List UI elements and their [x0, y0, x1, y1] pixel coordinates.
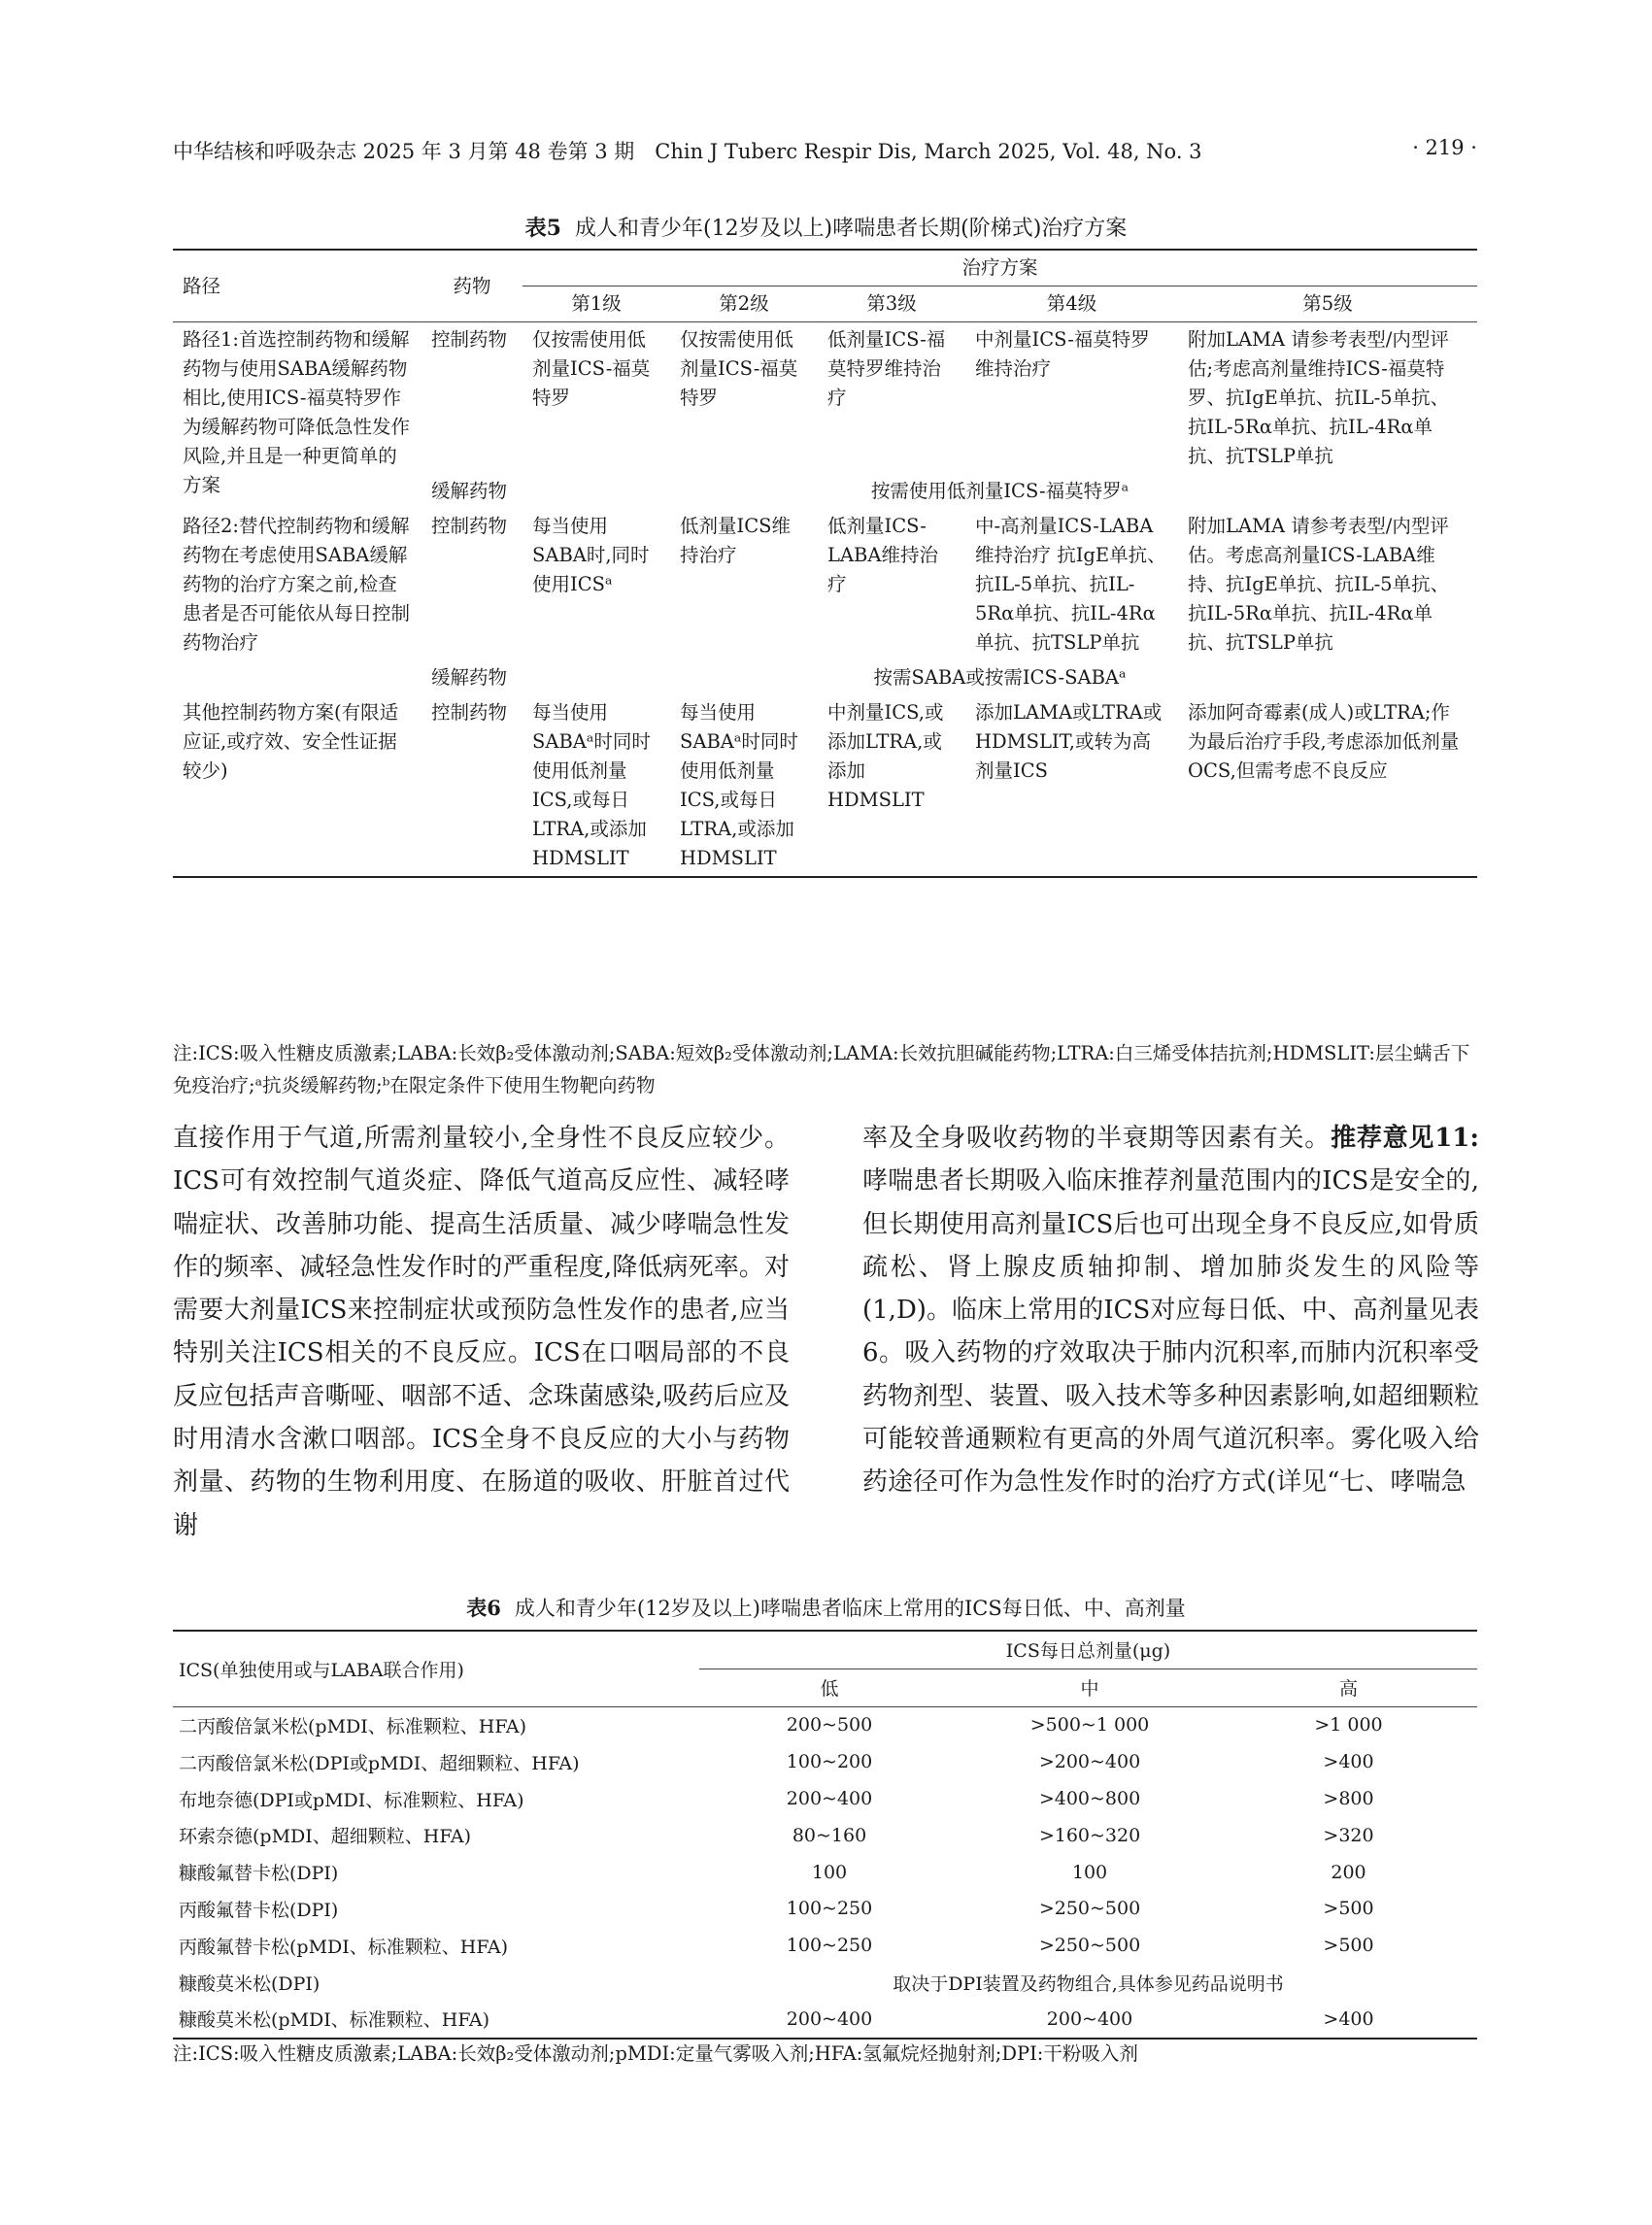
table6 [173, 1630, 1477, 2040]
table5-note: 注:ICS:吸入性糖皮质激素;LABA:长效β₂受体激动剂;SABA:短效β₂受体激动剂;LAMA:长效抗胆碱能药物;LTRA:白三烯受体拮抗剂;HDMSLIT:层尘螨舌下免疫治疗;ᵃ抗炎缓解药物;ᵇ在限定条件下使用生物靶向药物 [173, 1042, 1470, 1096]
dose-low: 80~160 [792, 1824, 867, 1846]
table-row [173, 509, 1477, 660]
table-row [173, 1927, 1477, 1964]
controller-label: 控制药物 [431, 515, 508, 537]
dose-low: 200~500 [786, 1714, 873, 1736]
dose-merged: 取决于DPI装置及药物组合,具体参见药品说明书 [893, 1972, 1284, 1995]
body-column-left: 直接作用于气道,所需剂量较小,全身性不良反应较少。ICS可有效控制气道炎症、降低气道高反应性、减轻哮喘症状、改善肺功能、提高生活质量、减少哮喘急性发作的频率、减轻急性发作时的严重程度,降低病死率。对需要大剂量ICS来控制症状或预防急性发作的患者,应当特别关注ICS相关的不良反应。ICS在口咽局部的不良反应包括声音嘶哑、咽部不适、念珠菌感染,吸药后应及时用清水含漱口咽部。ICS全身不良反应的大小与药物剂量、药物的生物利用度、在肠道的吸收、肝脏首过代谢 [173, 1124, 790, 1540]
table-row [173, 1706, 1477, 1743]
dose-high: >320 [1323, 1824, 1374, 1846]
journal-citation: 中华结核和呼吸杂志 2025 年 3 月第 48 卷第 3 期 Chin J Tuberc Respir Dis, March 2025, Vol. 48, No. 3 [173, 140, 1202, 163]
reliever-cell: 按需SABA或按需ICS-SABAᵃ [873, 666, 1127, 689]
drug-name: 二丙酸倍氯米松(pMDI、标准颗粒、HFA) [179, 1715, 527, 1737]
table-row [173, 1817, 1477, 1854]
step-cell: 每当使用SABAᵃ时同时使用低剂量ICS,或每日LTRA,或添加HDMSLIT [523, 695, 670, 877]
table-row [173, 1891, 1477, 1928]
drug-name: 环索奈德(pMDI、超细颗粒、HFA) [179, 1826, 472, 1848]
step-cell: 中剂量ICS-福莫特罗维持治疗 [975, 328, 1150, 380]
table5-label: 表5 [524, 216, 561, 241]
path3-cell: 其他控制药物方案(有限适应证,或疗效、安全性证据较少) [173, 695, 421, 877]
dose-low: 100~200 [786, 1751, 873, 1773]
step-cell: 低剂量ICS-LABA维持治疗 [827, 515, 938, 595]
col-header-high: 高 [1220, 1669, 1477, 1706]
drug-name: 糠酸莫米松(DPI) [179, 1972, 320, 1995]
reliever-label: 缓解药物 [431, 480, 508, 502]
dose-low: 100~250 [786, 1935, 873, 1957]
table5-title: 成人和青少年(12岁及以上)哮喘患者长期(阶梯式)治疗方案 [574, 217, 1128, 241]
step-cell: 附加LAMA 请参考表型/内型评估;考虑高剂量维持ICS-福莫特罗、抗IgE单抗、抗IL-5单抗、抗IL-5Rα单抗、抗IL-4Rα单抗、抗TSLP单抗 [1188, 328, 1450, 467]
table5 [173, 249, 1477, 878]
col-header-step4: 第4级 [965, 287, 1178, 322]
step-cell: 中-高剂量ICS-LABA维持治疗 抗IgE单抗、抗IL-5单抗、抗IL-5Rα单抗、抗IL-4Rα单抗、抗TSLP单抗 [975, 515, 1166, 654]
col-header-step5: 第5级 [1178, 287, 1477, 322]
col-header-path: 路径 [173, 250, 421, 322]
table6-note: 注:ICS:吸入性糖皮质激素;LABA:长效β₂受体激动剂;pMDI:定量气雾吸入剂;HFA:氢氟烷烃抛射剂;DPI:干粉吸入剂 [173, 2042, 1138, 2065]
table6-caption [0, 1593, 1652, 1622]
step-cell: 附加LAMA 请参考表型/内型评估。考虑高剂量ICS-LABA维持、抗IgE单抗、抗IL-5单抗、抗IL-5Rα单抗、抗IL-4Rα单抗、抗TSLP单抗 [1188, 515, 1450, 654]
col-header-ics: ICS(单独使用或与LABA联合作用) [173, 1631, 699, 1706]
drug-name: 二丙酸倍氯米松(DPI或pMDI、超细颗粒、HFA) [179, 1752, 580, 1774]
reliever-label: 缓解药物 [431, 666, 508, 689]
dose-high: >1 000 [1314, 1714, 1383, 1736]
step-cell: 低剂量ICS-福莫特罗维持治疗 [827, 328, 946, 409]
dose-mid: >160~320 [1038, 1824, 1141, 1846]
drug-name: 布地奈德(DPI或pMDI、标准颗粒、HFA) [179, 1789, 524, 1811]
reliever-cell: 按需使用低剂量ICS-福莫特罗ᵃ [870, 480, 1129, 502]
step-cell: 低剂量ICS维持治疗 [680, 515, 791, 566]
col-header-plan: 治疗方案 [523, 250, 1477, 287]
step-cell: 添加LAMA或LTRA或HDMSLIT,或转为高剂量ICS [965, 695, 1178, 877]
col-header-mid: 中 [960, 1669, 1220, 1706]
col-header-low: 低 [699, 1669, 960, 1706]
step-cell: 每当使用SABA时,同时使用ICSᵃ [532, 515, 650, 595]
dose-mid: >200~400 [1038, 1751, 1141, 1773]
col-header-step1: 第1级 [523, 287, 670, 322]
dose-high: 200 [1331, 1861, 1366, 1883]
dose-mid: >250~500 [1038, 1898, 1141, 1920]
table-row [173, 1854, 1477, 1891]
dose-low: 100 [811, 1861, 848, 1883]
controller-label: 控制药物 [431, 328, 508, 351]
dose-mid: >250~500 [1038, 1935, 1141, 1957]
drug-name: 丙酸氟替卡松(pMDI、标准颗粒、HFA) [179, 1936, 509, 1958]
table-row [173, 322, 1477, 475]
dose-mid: 200~400 [960, 2001, 1220, 2039]
dose-mid: >500~1 000 [1029, 1714, 1150, 1736]
drug-name: 丙酸氟替卡松(DPI) [179, 1899, 339, 1921]
dose-low: 100~250 [786, 1898, 873, 1920]
col-header-dose-group: ICS每日总剂量(μg) [699, 1631, 1477, 1669]
table-row [173, 1780, 1477, 1817]
drug-name: 糠酸莫米松(pMDI、标准颗粒、HFA) [173, 2001, 699, 2039]
dose-low: 200~400 [786, 1788, 873, 1810]
dose-high: >500 [1323, 1898, 1374, 1920]
step-cell: 仅按需使用低剂量ICS-福莫特罗 [532, 328, 651, 409]
body-column-right [862, 1117, 1479, 1504]
step-cell: 仅按需使用低剂量ICS-福莫特罗 [680, 328, 798, 409]
dose-mid: >400~800 [1038, 1788, 1141, 1810]
body-text: 哮喘患者长期吸入临床推荐剂量范围内的ICS是安全的,但长期使用高剂量ICS后也可出现全身不良反应,如骨质疏松、肾上腺皮质轴抑制、增加肺炎发生的风险等(1,D)。临床上常用的ICS对应每日低、中、高剂量见表6。吸入药物的疗效取决于肺内沉积率,而肺内沉积率受药物剂型、装置、吸入技术等多种因素影响,如超细颗粒可能较普通颗粒有更高的外周气道沉积率。雾化吸入给药途径可作为急性发作时的治疗方式(详见“七、哮喘急 [862, 1166, 1479, 1498]
step-cell: 添加阿奇霉素(成人)或LTRA;作为最后治疗手段,考虑添加低剂量OCS,但需考虑不良反应 [1178, 695, 1477, 877]
dose-high: >400 [1323, 1751, 1374, 1773]
controller-label: 控制药物 [421, 695, 523, 877]
dose-mid: 100 [1071, 1861, 1108, 1883]
drug-name: 糠酸氟替卡松(DPI) [179, 1863, 339, 1885]
table5-caption [0, 212, 1652, 242]
col-header-step3: 第3级 [818, 287, 965, 322]
col-header-drug: 药物 [421, 250, 523, 322]
table6-title: 成人和青少年(12岁及以上)哮喘患者临床上常用的ICS每日低、中、高剂量 [514, 1597, 1186, 1620]
step-cell: 中剂量ICS,或添加LTRA,或添加HDMSLIT [818, 695, 965, 877]
col-header-step2: 第2级 [670, 287, 818, 322]
dose-high: >500 [1323, 1935, 1374, 1957]
step-cell: 每当使用SABAᵃ时同时使用低剂量ICS,或每日LTRA,或添加HDMSLIT [670, 695, 818, 877]
recommendation-label: 推荐意见11: [1331, 1124, 1479, 1153]
dose-low: 200~400 [699, 2001, 960, 2039]
table6-label: 表6 [466, 1596, 501, 1620]
body-text: 率及全身吸收药物的半衰期等因素有关。 [862, 1124, 1332, 1153]
path1-cell: 路径1:首选控制药物和缓解药物与使用SABA缓解药物相比,使用ICS-福莫特罗作为缓解药物可降低急性发作风险,并且是一种更简单的方案 [183, 328, 411, 496]
dose-high: >400 [1220, 2001, 1477, 2039]
table-row [173, 1743, 1477, 1780]
table-row [173, 695, 1477, 877]
table-row [173, 2001, 1477, 2039]
dose-high: >800 [1323, 1788, 1374, 1810]
table-row [173, 1964, 1477, 2001]
path2-cell: 路径2:替代控制药物和缓解药物在考虑使用SABA缓解药物的治疗方案之前,检查患者是否可能依从每日控制药物治疗 [183, 515, 411, 654]
page-number: · 219 · [1412, 136, 1477, 159]
